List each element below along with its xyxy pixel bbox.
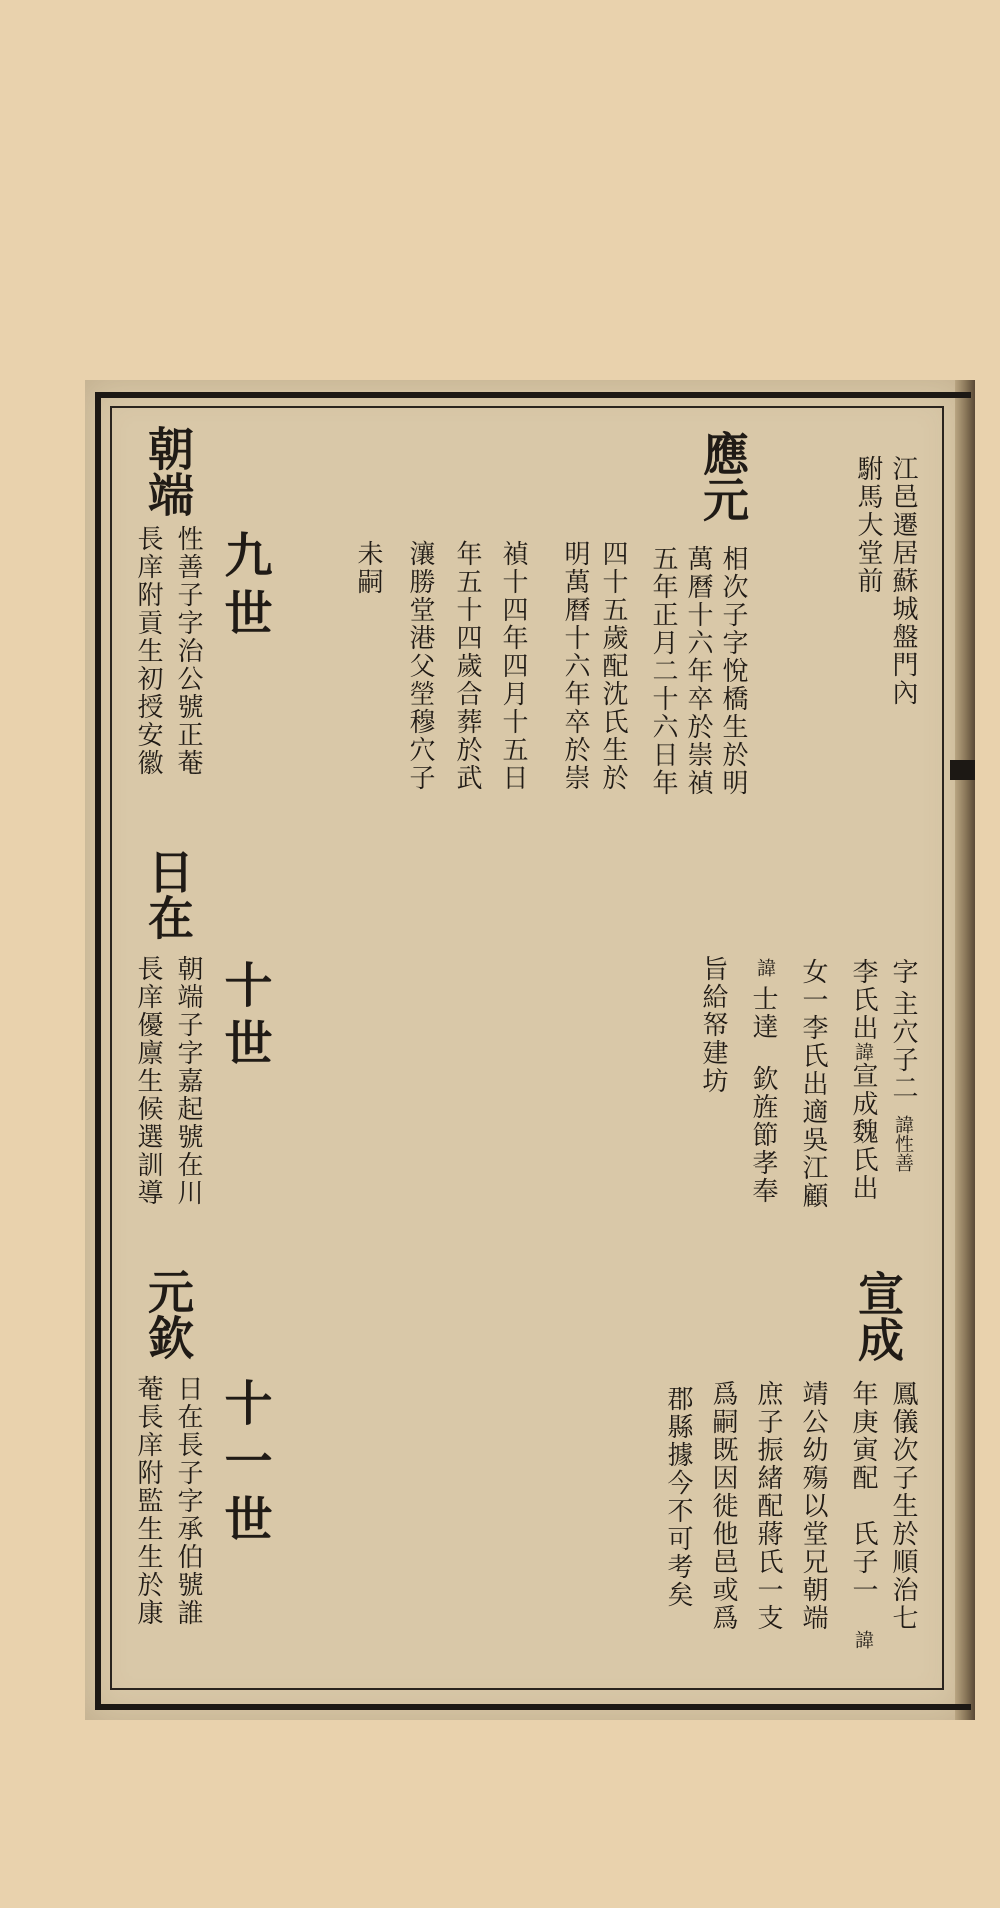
text-column-8: 禎十四年四月十五日 — [498, 540, 528, 792]
text-column-r4: 李氏出 — [848, 958, 878, 1042]
text-column-r10: 欽旌節孝奉 — [748, 1065, 778, 1205]
text-column-2: 駙馬大堂前 — [853, 455, 883, 595]
person-name-ying-yuan: 應元 — [696, 430, 750, 522]
text-column-r18: 爲嗣既因徙他邑或爲 — [708, 1380, 738, 1632]
text-column-r6: 宣成魏氏出 — [848, 1062, 878, 1202]
text-column-r12: 鳳儀次子生於順治七 — [888, 1380, 918, 1632]
text-column-r23: 菴長庠附監生生於康 — [133, 1375, 163, 1627]
text-column-r15: 諱 — [852, 1630, 874, 1649]
text-column-r3: 諱性善 — [892, 1115, 914, 1172]
generation-heading-11: 十一世 — [216, 1378, 272, 1552]
text-column-1: 江邑遷居蘇城盤門內 — [888, 455, 918, 707]
text-column-3: 相次子字悅橋生於明 — [718, 545, 748, 797]
generation-heading-10: 十世 — [216, 960, 272, 1076]
text-column-13: 長庠附貢生初授安徽 — [133, 525, 163, 777]
text-column-r5: 諱 — [852, 1042, 874, 1061]
text-column-r1: 字 — [888, 958, 918, 986]
text-column-r22: 日在長子字承伯號誰 — [173, 1375, 203, 1627]
text-column-r8: 諱 — [754, 958, 776, 977]
person-name-yuan-qin: 元欽 — [141, 1268, 195, 1360]
generation-heading-9: 九世 — [216, 530, 272, 646]
text-column-10: 瀼勝堂港父塋穆穴子 — [405, 540, 435, 792]
text-column-r13: 年庚寅配 — [848, 1380, 878, 1492]
text-column-r2: 主穴子二 — [888, 990, 918, 1102]
person-name-ri-zai: 日在 — [141, 848, 195, 940]
text-column-12: 性善子字治公號正菴 — [173, 525, 203, 777]
text-column-6: 四十五歲配沈氏生於 — [598, 540, 628, 792]
text-column-r20: 朝端子字嘉起號在川 — [173, 955, 203, 1207]
text-column-r7: 女一李氏出適吳江顧 — [798, 958, 828, 1210]
text-column-4: 萬曆十六年卒於崇禎 — [683, 545, 713, 797]
text-column-r11: 旨給帑建坊 — [698, 955, 728, 1095]
text-column-11: 未嗣 — [353, 540, 383, 596]
text-column-r17: 庶子振緒配蔣氏一支 — [753, 1380, 783, 1632]
text-column-r16: 靖公幼殤以堂兄朝端 — [798, 1380, 828, 1632]
text-column-9: 年五十四歲合葬於武 — [452, 540, 482, 792]
text-column-5: 五年正月二十六日年 — [648, 545, 678, 797]
text-column-r19: 郡縣據今不可考矣 — [663, 1385, 693, 1609]
text-column-r21: 長庠優廪生候選訓導 — [133, 955, 163, 1207]
person-name-xuan-cheng: 宣成 — [851, 1270, 905, 1362]
text-column-r14: 氏子一 — [848, 1520, 878, 1604]
text-column-r9: 士達 — [748, 985, 778, 1041]
text-column-7: 明萬曆十六年卒於崇 — [560, 540, 590, 792]
person-name-chao-duan: 朝端 — [141, 425, 195, 517]
